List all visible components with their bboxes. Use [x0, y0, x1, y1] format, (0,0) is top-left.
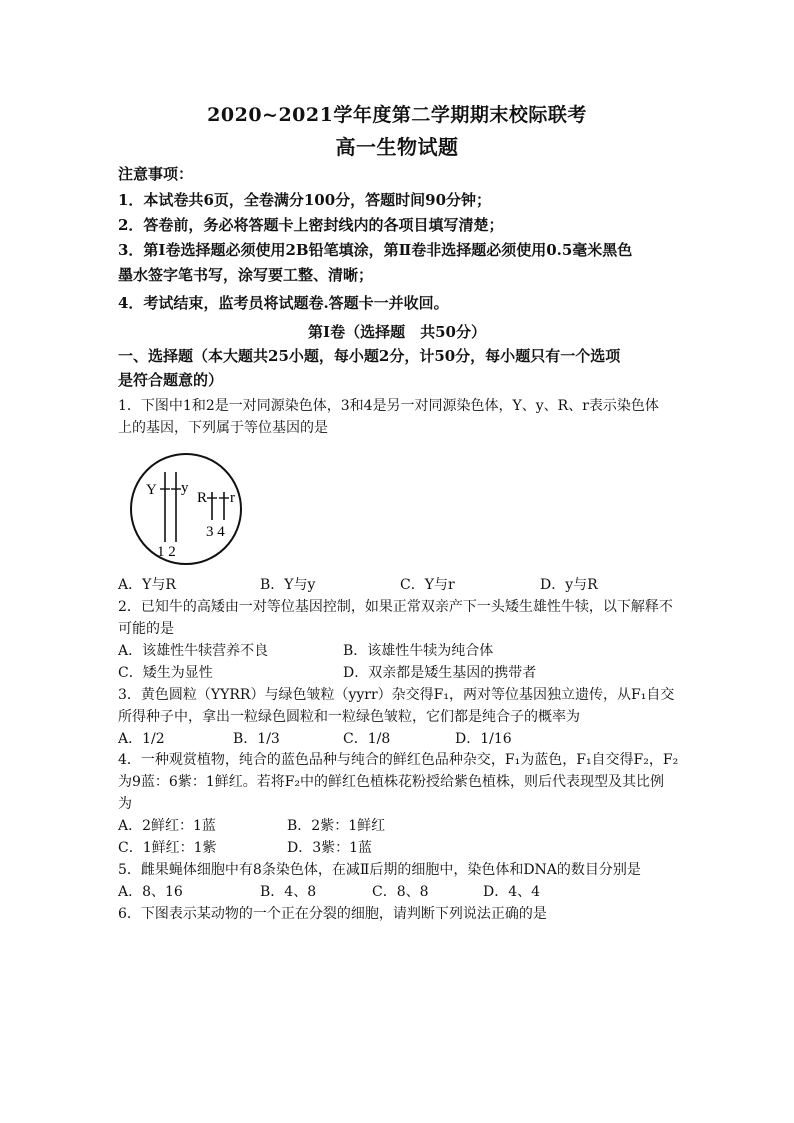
q2-stem-1: 2．已知牛的高矮由一对等位基因控制，如果正常双亲产下一头矮生雄性牛犊，以下解释不: [118, 599, 673, 615]
note-item-4: 4．考试结束，监考员将试题卷.答题卡一并收回。: [118, 294, 449, 312]
q1-stem-1: 1．下图中1和2是一对同源染色体，3和4是另一对同源染色体，Y、y、R、r表示染色体: [118, 398, 659, 414]
note-item-2: 2．答卷前，务必将答题卡上密封线内的各项目填写清楚；: [118, 216, 504, 234]
q4-option-b[interactable]: B．2紫：1鲜红: [287, 818, 386, 834]
q4-stem-2: 为9蓝：6紫：1鲜红。若将F₂中的鲜红色植株花粉授给紫色植株，则后代表现型及其比例: [118, 774, 665, 790]
q5-stem: 5．雌果蝇体细胞中有8条染色体，在减Ⅱ后期的细胞中，染色体和DNA的数目分别是: [118, 862, 641, 878]
q3-option-d[interactable]: D．1/16: [455, 731, 512, 747]
q3-stem-2: 所得种子中，拿出一粒绿色圆粒和一粒绿色皱粒，它们都是纯合子的概率为: [118, 709, 580, 725]
q5-option-d[interactable]: D．4、4: [483, 884, 541, 900]
label-Y: Y: [146, 482, 157, 498]
q3-option-a[interactable]: A．1/2: [118, 731, 165, 747]
q4-option-c[interactable]: C．1鲜红：1紫: [118, 840, 217, 856]
q2-option-c[interactable]: C．矮生为显性: [118, 665, 213, 681]
notes-heading: 注意事项：: [118, 165, 194, 183]
q1-option-c[interactable]: C．Y与r: [400, 577, 455, 593]
q2-option-d[interactable]: D．双亲都是矮生基因的携带者: [343, 665, 537, 681]
q1-stem-2: 上的基因，下列属于等位基因的是: [118, 420, 328, 436]
q3-stem-1: 3．黄色圆粒（YYRR）与绿色皱粒（yyrr）杂交得F₁，两对等位基因独立遗传，从F₁自交: [118, 687, 675, 703]
q5-option-a[interactable]: A．8、16: [118, 884, 183, 900]
q3-option-b[interactable]: B．1/3: [233, 731, 280, 747]
note-item-1: 1．本试卷共6页，全卷满分100分，答题时间90分钟；: [118, 191, 492, 209]
q4-option-d[interactable]: D．3紫：1蓝: [287, 840, 373, 856]
q5-option-b[interactable]: B．4、8: [260, 884, 317, 900]
exam-subtitle: 高一生物试题: [335, 135, 459, 159]
label-y: y: [181, 480, 189, 496]
q1-option-b[interactable]: B．Y与y: [260, 577, 316, 593]
note-item-3-cont: 墨水签字笔书写，涂写要工整、清晰；: [118, 266, 374, 284]
q2-option-b[interactable]: B．该雄性牛犊为纯合体: [343, 643, 494, 659]
chromosome-numbers-34: 3 4: [206, 524, 225, 540]
label-R: R: [197, 490, 208, 506]
q4-option-a[interactable]: A．2鲜红：1蓝: [118, 818, 216, 834]
chromosome-figure: [120, 450, 260, 570]
q2-stem-2: 可能的是: [118, 621, 174, 637]
q2-option-a[interactable]: A．该雄性牛犊营养不良: [118, 643, 269, 659]
note-item-3: 3．第Ⅰ卷选择题必须使用2B铅笔填涂，第Ⅱ卷非选择题必须使用0.5毫米黑色: [118, 241, 633, 259]
q4-stem-1: 4．一种观赏植物，纯合的蓝色品种与纯合的鲜红色品种杂交，F₁为蓝色，F₁自交得F₂，F₂: [118, 752, 679, 768]
chromosome-numbers-12: 1 2: [157, 544, 176, 560]
section-instruction-1: 一、选择题（本大题共25小题，每小题2分，计50分，每小题只有一个选项: [118, 347, 621, 365]
q6-stem: 6．下图表示某动物的一个正在分裂的细胞，请判断下列说法正确的是: [118, 906, 547, 922]
part1-heading: 第Ⅰ卷（选择题 共50分）: [308, 323, 486, 341]
q4-stem-3: 为: [118, 796, 132, 812]
label-r: r: [230, 490, 235, 506]
q5-option-c[interactable]: C．8、8: [372, 884, 429, 900]
q3-option-c[interactable]: C．1/8: [343, 731, 391, 747]
q1-option-a[interactable]: A．Y与R: [118, 577, 176, 593]
exam-title: 2020~2021学年度第二学期期末校际联考: [207, 104, 587, 126]
section-instruction-2: 是符合题意的）: [118, 371, 224, 389]
q1-option-d[interactable]: D．y与R: [540, 577, 598, 593]
